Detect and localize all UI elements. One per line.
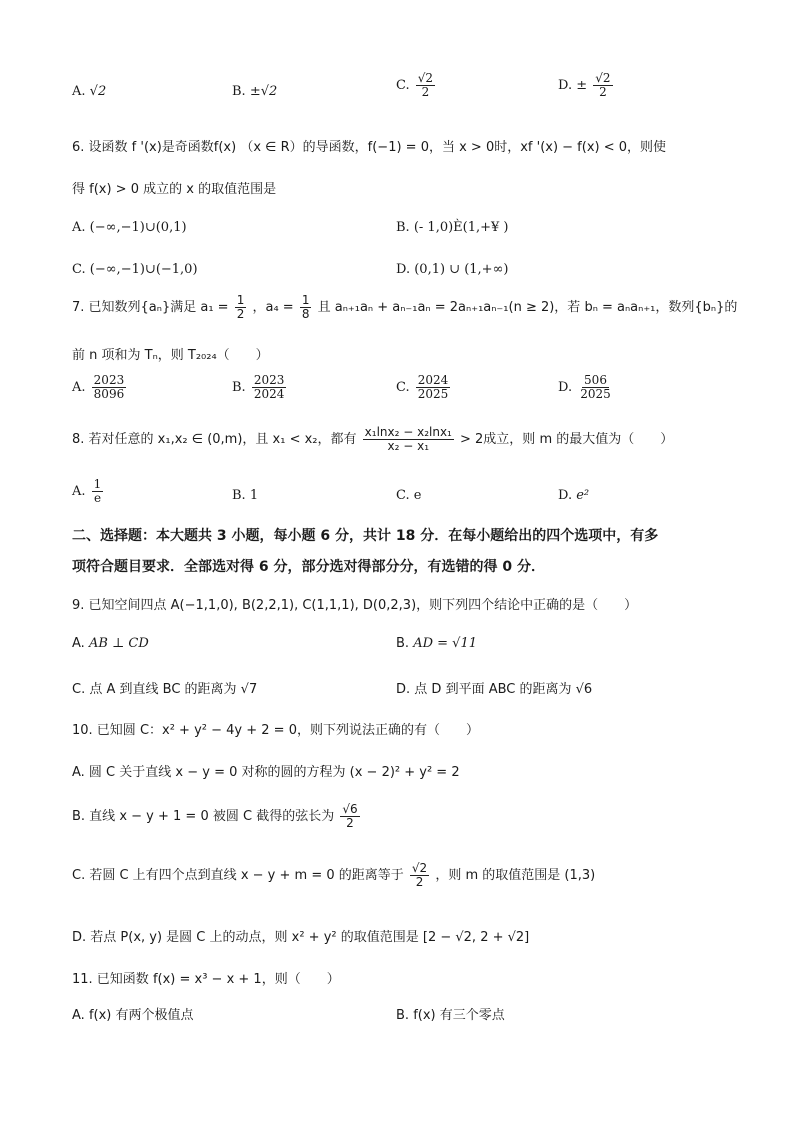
q7-option-c: C. $\frac{2024}{2025}$	[396, 373, 449, 402]
section2-heading-line1: 二、选择题：本大题共 3 小题，每小题 6 分，共计 18 分．在每小题给出的四个选项中，有多	[72, 528, 659, 544]
q6-stem-line2: 得 f(x) > 0 成立的 x 的取值范围是	[72, 182, 277, 197]
q10-option-d: D. 若点 P(x, y) 是圆 C 上的动点，则 x² + y² 的取值范围是 [2 − √2, 2 + √2]	[72, 930, 530, 945]
q6-option-a: A. (−∞,−1)∪(0,1)	[72, 220, 187, 235]
q10-option-b: B. 直线 x − y + 1 = 0 被圆 C 截得的弦长为 $\frac{√6}{2}$	[72, 802, 358, 831]
q11-option-b: B. f(x) 有三个零点	[396, 1008, 505, 1023]
q8-option-d: D. e²	[558, 488, 590, 503]
q8-option-c: C. e	[396, 488, 422, 503]
q7-option-a: A. $\frac{2023}{8096}$	[72, 373, 125, 402]
q9-option-d: D. 点 D 到平面 ABC 的距离为 √6	[396, 682, 593, 697]
q9-stem: 9. 已知空间四点 A(−1,1,0), B(2,2,1), C(1,1,1), D(0,2,3)，则下列四个结论中正确的是（ ）	[72, 598, 638, 613]
q9-option-b: B. AD = √11	[396, 636, 477, 651]
q8-option-a: A. $\frac{1}{e}$	[72, 477, 102, 506]
q6-stem-line1: 6. 设函数 f '(x)是奇函数f(x) （x ∈ R）的导函数，f(−1) = 0，当 x > 0时，xf '(x) − f(x) < 0，则使	[72, 140, 667, 155]
q10-option-c: C. 若圆 C 上有四个点到直线 x − y + m = 0 的距离等于 $\frac{√2}{2}$ ，则 m 的取值范围是 (1,3)	[72, 861, 596, 890]
q9-option-c: C. 点 A 到直线 BC 的距离为 √7	[72, 682, 258, 697]
q11-option-a: A. f(x) 有两个极值点	[72, 1008, 194, 1023]
q5-option-a: A. √2	[72, 84, 107, 99]
q7-stem-line1: 7. 已知数列{aₙ}满足 a₁ = $\frac{1}{2}$ ，a₄ = $\frac{1}{8}$ 且 aₙ₊₁aₙ + aₙ₋₁aₙ = 2aₙ₊₁aₙ₋₁(n ≥ 2)，若 bₙ = aₙaₙ₊₁，数列{bₙ}的	[72, 293, 738, 322]
q8-stem: 8. 若对任意的 x₁,x₂ ∈ (0,m)，且 x₁ < x₂，都有 $\frac{\text{x₁lnx₂ − x₂lnx₁}}{\text{x₂ − x₁}}$ > 2成立，则 m 的最大值为（ ）	[72, 425, 674, 454]
q7-stem-line2: 前 n 项和为 Tₙ，则 T₂₀₂₄（ ）	[72, 348, 269, 363]
q5-option-d: D. ± $\frac{√2}{2}$	[558, 71, 611, 100]
q6-option-b: B. (- 1,0)È(1,+¥ )	[396, 220, 509, 235]
q10-stem: 10. 已知圆 C：x² + y² − 4y + 2 = 0，则下列说法正确的有（ ）	[72, 723, 479, 738]
q7-option-d: D. $\frac{506}{2025}$	[558, 373, 611, 402]
q6-option-d: D. (0,1) ∪ (1,+∞)	[396, 262, 509, 277]
q5-option-b: B. ±√2	[232, 84, 278, 99]
section2-heading-line2: 项符合题目要求．全部选对得 6 分，部分选对得部分分，有选错的得 0 分．	[72, 559, 545, 575]
q10-option-a: A. 圆 C 关于直线 x − y = 0 对称的圆的方程为 (x − 2)² + y² = 2	[72, 765, 460, 780]
q6-option-c: C. (−∞,−1)∪(−1,0)	[72, 262, 198, 277]
q9-option-a: A. AB ⊥ CD	[72, 636, 149, 651]
q5-option-c: C. $\frac{√2}{2}$	[396, 71, 434, 100]
q11-stem: 11. 已知函数 f(x) = x³ − x + 1，则（ ）	[72, 972, 340, 987]
q7-option-b: B. $\frac{2023}{2024}$	[232, 373, 285, 402]
q8-option-b: B. 1	[232, 488, 259, 503]
